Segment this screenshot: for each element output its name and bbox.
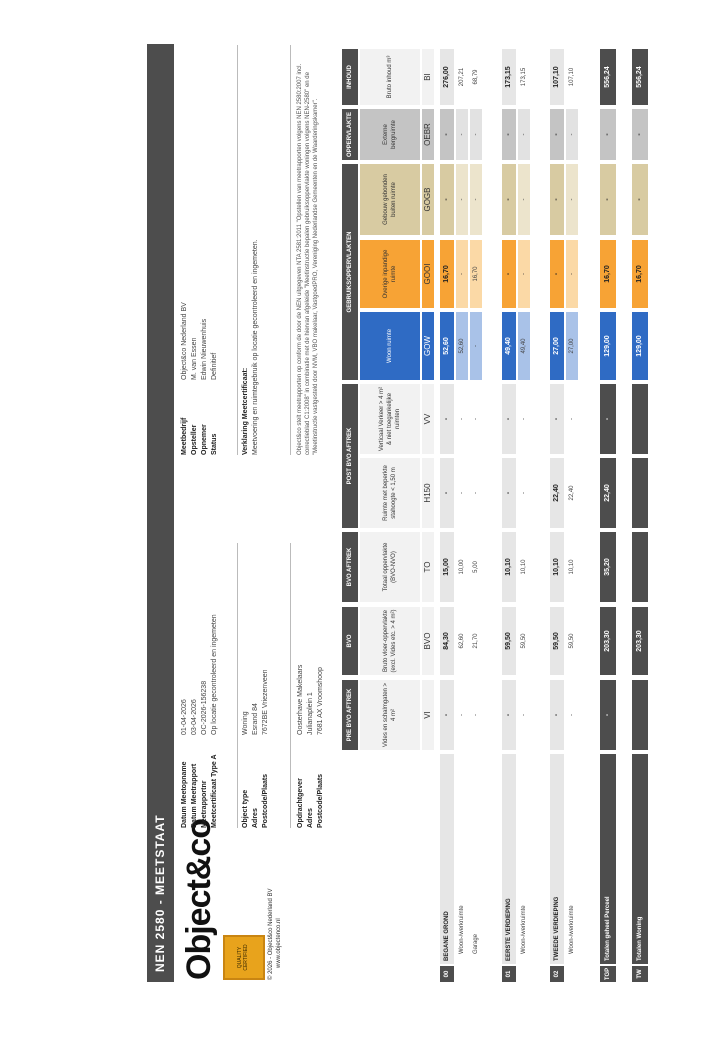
- grand-value: 16,70: [600, 240, 616, 308]
- row-value: -: [456, 164, 468, 235]
- section-total: 173,15: [502, 49, 516, 105]
- section-total: 10,10: [502, 532, 516, 602]
- meta2-label: Opnemer: [201, 424, 208, 455]
- grand-value: -: [600, 384, 616, 454]
- meta-value: Op locatie gecontroleerd en ingemeten: [211, 614, 218, 735]
- grand-value: -: [600, 680, 616, 750]
- section-total: 10,10: [550, 532, 564, 602]
- row-value: -: [456, 109, 468, 160]
- grand-value: [632, 680, 648, 750]
- section-number: 01: [502, 966, 516, 982]
- grand-value: 35,20: [600, 532, 616, 602]
- row-value: 5,00: [470, 532, 482, 602]
- row-value: 207,21: [456, 49, 468, 105]
- client-labels: [296, 774, 326, 828]
- row-value: 49,40: [518, 312, 530, 380]
- certificate-heading: Verklaring Meetcertificaat:: [242, 367, 249, 455]
- client-label: Postcode/Plaats: [317, 773, 324, 828]
- divider: [237, 543, 238, 828]
- grand-code: TGP: [600, 966, 616, 982]
- row-value: 10,10: [518, 532, 530, 602]
- divider: [237, 45, 238, 455]
- meta-value: 01-04-2026: [181, 699, 188, 735]
- row-value: 52,60: [456, 312, 468, 380]
- section-total: 52,60: [440, 312, 454, 380]
- section-total: 16,70: [440, 240, 454, 308]
- section-name: EERSTE VERDIEPING: [502, 754, 516, 964]
- section-total: -: [440, 164, 454, 235]
- meta2-value: Edwin Nieuwenhuis: [201, 318, 208, 380]
- grand-value: 203,30: [600, 607, 616, 675]
- divider: [290, 45, 291, 455]
- section-total: -: [502, 680, 516, 750]
- quality-badge: [223, 935, 265, 980]
- grand-value: [632, 532, 648, 602]
- row-value: -: [470, 164, 482, 235]
- row-value: 107,10: [566, 49, 578, 105]
- grand-name: Totalen geheel Perceel: [600, 754, 616, 964]
- row-value: -: [566, 164, 578, 235]
- row-value: 16,70: [470, 240, 482, 308]
- grand-value: -: [632, 109, 648, 160]
- section-total: 84,30: [440, 607, 454, 675]
- section-number: 02: [550, 966, 564, 982]
- client-value: 7681 AX Vroomshoop: [317, 667, 324, 735]
- column-code: H150: [422, 458, 434, 528]
- client-label: Opdrachtgever: [297, 778, 304, 828]
- column-code: BI: [422, 49, 434, 105]
- group-header: PRE BVO AFTREK: [342, 680, 358, 750]
- object-label: Postcode/Plaats: [262, 773, 269, 828]
- section-name: BEGANE GROND: [440, 754, 454, 964]
- group-header: INHOUD: [342, 49, 358, 105]
- section-total: -: [550, 680, 564, 750]
- section-total: 107,10: [550, 49, 564, 105]
- row-value: -: [566, 680, 578, 750]
- certificate-body: Object&co stelt meetrapporten op conform de door de NEN uitgegeven NTA 2581:2011 "Opstellen van meetrapporten volgens NEN 2580:2007 incl. correctieblad C1:2008" in combinatie met de hiervan afgeleide "Meetinstructie bepalen gebruiksoppervlakte woningen volgens NEN-2580" en de "Meetinstructie vastgesteld door NVM, VBO makelaar, VastgoedPRO, Vereniging Nederlandse Gemeenten en de Waarderingskamer".: [297, 63, 319, 455]
- row-name: Woon-/werkruimte: [459, 905, 465, 954]
- section-total: -: [502, 109, 516, 160]
- column-code: BVO: [422, 607, 434, 675]
- group-header: GEBRUIKSOPPERVLAKTEN: [342, 164, 358, 380]
- meta2-value: M. van Essen: [191, 337, 198, 380]
- meta2-values: [180, 302, 220, 380]
- meta-label: Meetcertificaat Type A: [211, 754, 218, 828]
- column-code: VV: [422, 384, 434, 454]
- section-total: -: [502, 384, 516, 454]
- column-code: GOOI: [422, 240, 434, 308]
- row-value: -: [470, 680, 482, 750]
- row-value: -: [456, 240, 468, 308]
- website: www.objectenco.nl: [276, 918, 282, 968]
- company-logo: Object&co: [180, 818, 218, 980]
- meta-label: Datum Meetopname: [181, 761, 188, 828]
- divider: [290, 543, 291, 828]
- row-value: -: [470, 109, 482, 160]
- row-value: 62,60: [456, 607, 468, 675]
- grand-value: 129,00: [632, 312, 648, 380]
- row-value: 173,15: [518, 49, 530, 105]
- certificate-statement: Meetvoering en ruimtegebruik op locatie gecontroleerd en ingemeten.: [252, 239, 259, 455]
- row-value: 21,70: [470, 607, 482, 675]
- section-total: -: [550, 240, 564, 308]
- column-description: Totaal oppervlakte (BVO-NVO): [360, 532, 420, 602]
- row-name: Woon-/werkruimte: [569, 905, 575, 954]
- grand-code: TW: [632, 966, 648, 982]
- object-value: 7672BE Vriezenveen: [262, 669, 269, 735]
- row-value: 59,50: [518, 607, 530, 675]
- column-description: Externe bergruimte: [360, 109, 420, 160]
- measurement-table: [342, 44, 672, 982]
- group-header: OPPERVLAKTE: [342, 109, 358, 160]
- row-value: -: [566, 384, 578, 454]
- object-label: Object type: [242, 789, 249, 828]
- row-value: 27,00: [566, 312, 578, 380]
- section-total: 59,50: [502, 607, 516, 675]
- meta2-labels: [180, 418, 220, 455]
- group-header: POST BVO AFTREK: [342, 384, 358, 528]
- group-header: BVO AFTREK: [342, 532, 358, 602]
- section-total: -: [550, 109, 564, 160]
- section-name: TWEEDE VERDIEPING: [550, 754, 564, 964]
- row-value: -: [470, 384, 482, 454]
- object-value: Esrand 84: [252, 703, 259, 735]
- column-description: Verticaal Verkeer > 4 m² & niet toegankelijke ruimten: [360, 384, 420, 454]
- section-total: -: [440, 384, 454, 454]
- section-total: 15,00: [440, 532, 454, 602]
- meta2-value: Definitief: [211, 352, 218, 380]
- section-total: 27,00: [550, 312, 564, 380]
- row-value: -: [566, 240, 578, 308]
- object-label: Adres: [252, 808, 259, 828]
- row-value: 22,40: [566, 458, 578, 528]
- row-value: -: [470, 458, 482, 528]
- column-code: VI: [422, 680, 434, 750]
- meta-values-col: [180, 614, 220, 735]
- client-value: Oosterhave Makelaars: [297, 664, 304, 735]
- section-total: -: [550, 164, 564, 235]
- grand-value: 129,00: [600, 312, 616, 380]
- row-value: -: [518, 458, 530, 528]
- column-description: Bruto inhoud m³: [360, 49, 420, 105]
- section-total: -: [440, 458, 454, 528]
- row-value: -: [456, 680, 468, 750]
- grand-value: [632, 458, 648, 528]
- section-total: 59,50: [550, 607, 564, 675]
- grand-value: 556,24: [600, 49, 616, 105]
- row-value: 68,79: [470, 49, 482, 105]
- badge-text: QUALITY CERTIFIED: [237, 944, 249, 971]
- column-code: OEBR: [422, 109, 434, 160]
- grand-value: 556,24: [632, 49, 648, 105]
- object-values: [241, 669, 271, 735]
- column-description: Vides en schalmgaten > 4 m²: [360, 680, 420, 750]
- grand-name: Totalen Woning: [632, 754, 648, 964]
- column-description: Overige inpandige ruimte: [360, 240, 420, 308]
- group-header: BVO: [342, 607, 358, 675]
- section-total: -: [440, 109, 454, 160]
- row-value: -: [470, 312, 482, 380]
- row-value: 59,50: [566, 607, 578, 675]
- grand-value: 16,70: [632, 240, 648, 308]
- client-label: Adres: [307, 808, 314, 828]
- column-description: Ruimte met beperkte stahoogte < 1,50 m: [360, 458, 420, 528]
- meta-labels: [180, 754, 220, 828]
- meta2-label: Opsteller: [191, 424, 198, 455]
- section-number: 00: [440, 966, 454, 982]
- grand-value: -: [600, 109, 616, 160]
- object-value: Woning: [242, 711, 249, 735]
- section-total: -: [440, 680, 454, 750]
- row-value: -: [518, 109, 530, 160]
- row-value: -: [456, 458, 468, 528]
- row-value: -: [518, 384, 530, 454]
- row-value: -: [456, 384, 468, 454]
- section-total: 49,40: [502, 312, 516, 380]
- meta2-label: Status: [211, 433, 218, 455]
- report-title: NEN 2580 - MEETSTAAT: [147, 44, 174, 982]
- row-value: -: [518, 680, 530, 750]
- section-total: 276,00: [440, 49, 454, 105]
- meta-label: Datum Meetrapport: [191, 763, 198, 828]
- meta-value: OC-2026-156238: [201, 680, 208, 735]
- grand-value: 203,30: [632, 607, 648, 675]
- row-value: -: [566, 109, 578, 160]
- section-total: -: [550, 384, 564, 454]
- column-code: TO: [422, 532, 434, 602]
- grand-value: 22,40: [600, 458, 616, 528]
- section-total: -: [502, 164, 516, 235]
- column-description: Woon ruimte: [360, 312, 420, 380]
- row-value: 10,10: [566, 532, 578, 602]
- meta2-value: Object&co Nederland BV: [181, 302, 188, 380]
- column-code: GOW: [422, 312, 434, 380]
- row-value: -: [518, 240, 530, 308]
- object-labels: [241, 774, 271, 828]
- copyright: © 2026 - Object&co Nederland BV: [268, 888, 274, 980]
- grand-value: -: [600, 164, 616, 235]
- column-code: GOGB: [422, 164, 434, 235]
- client-values: [296, 665, 326, 735]
- grand-value: [632, 384, 648, 454]
- section-total: -: [502, 458, 516, 528]
- section-total: -: [502, 240, 516, 308]
- meta2-label: Meetbedrijf: [181, 417, 188, 455]
- row-value: 10,00: [456, 532, 468, 602]
- row-name: Garage: [473, 933, 479, 954]
- row-value: -: [518, 164, 530, 235]
- meta-label: Meetrapportnr: [201, 780, 208, 828]
- column-description: Bruto vloer-oppervlakte (excl. Vides etc. > 4 m²): [360, 607, 420, 675]
- row-name: Woon-/werkruimte: [521, 905, 527, 954]
- meta-value: 03-04-2026: [191, 699, 198, 735]
- grand-value: -: [632, 164, 648, 235]
- column-description: Gebouw gebonden buiten ruimte: [360, 164, 420, 235]
- section-total: 22,40: [550, 458, 564, 528]
- client-value: Julianaplein 1: [307, 692, 314, 735]
